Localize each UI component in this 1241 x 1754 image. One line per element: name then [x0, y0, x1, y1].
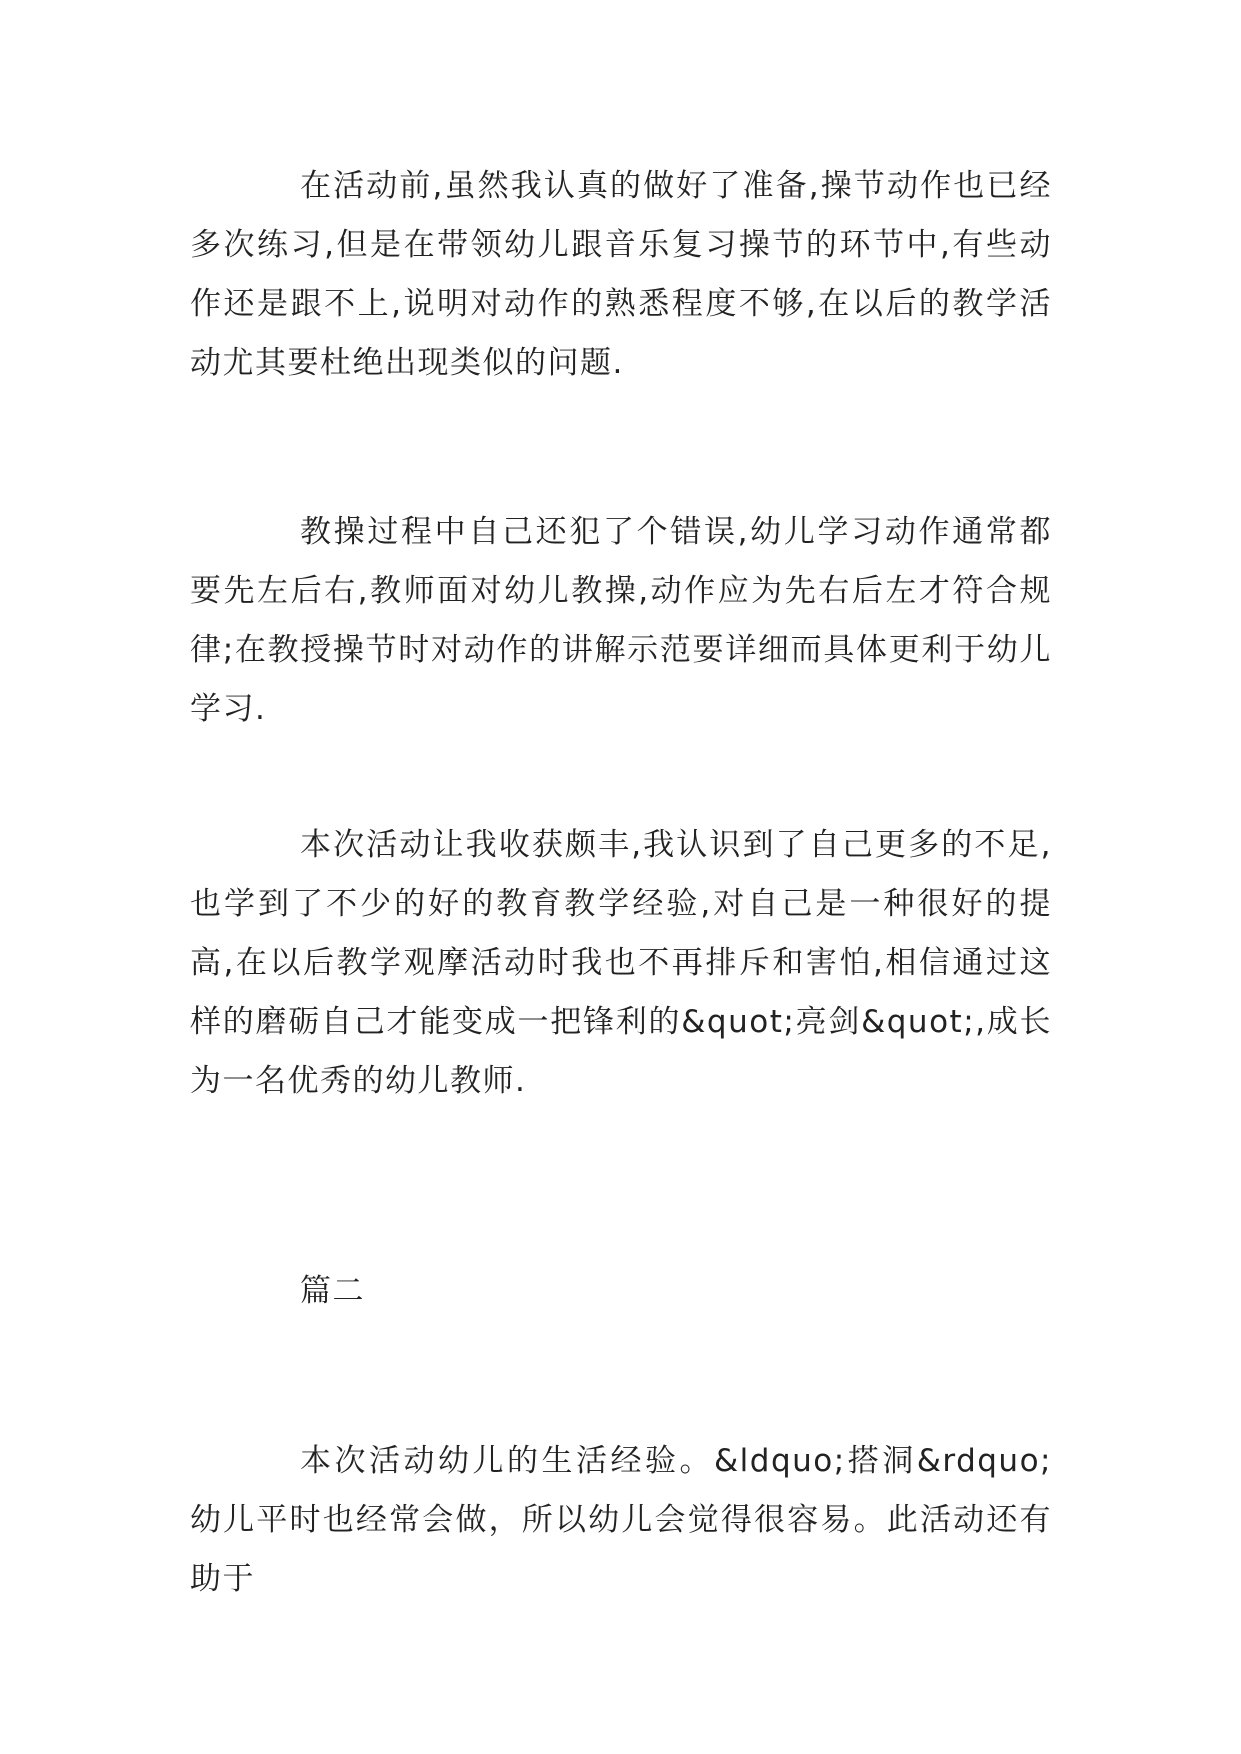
paragraph-4: 本次活动幼儿的生活经验。&ldquo;搭洞&rdquo;幼儿平时也经常会做，所以幼儿会觉得很容易。此活动还有助于: [190, 1443, 1052, 1597]
paragraph-2: 教操过程中自己还犯了个错误,幼儿学习动作通常都要先左后右,教师面对幼儿教操,动作应为先右后左才符合规律;在教授操节时对动作的讲解示范要详细而具体更利于幼儿学习.: [190, 514, 1052, 727]
paragraph-1: 在活动前,虽然我认真的做好了准备,操节动作也已经多次练习,但是在带领幼儿跟音乐复习操节的环节中,有些动作还是跟不上,说明对动作的熟悉程度不够,在以后的教学活动尤其要杜绝出现类似的问题.: [190, 168, 1052, 381]
section-heading: 篇二: [300, 1273, 365, 1309]
paragraph-3: 本次活动让我收获颇丰,我认识到了自己更多的不足,也学到了不少的好的教育教学经验,对自己是一种很好的提高,在以后教学观摩活动时我也不再排斥和害怕,相信通过这样的磨砺自己才能变成一把锋利的&quot;亮剑&quot;,成长为一名优秀的幼儿教师.: [190, 827, 1052, 1099]
